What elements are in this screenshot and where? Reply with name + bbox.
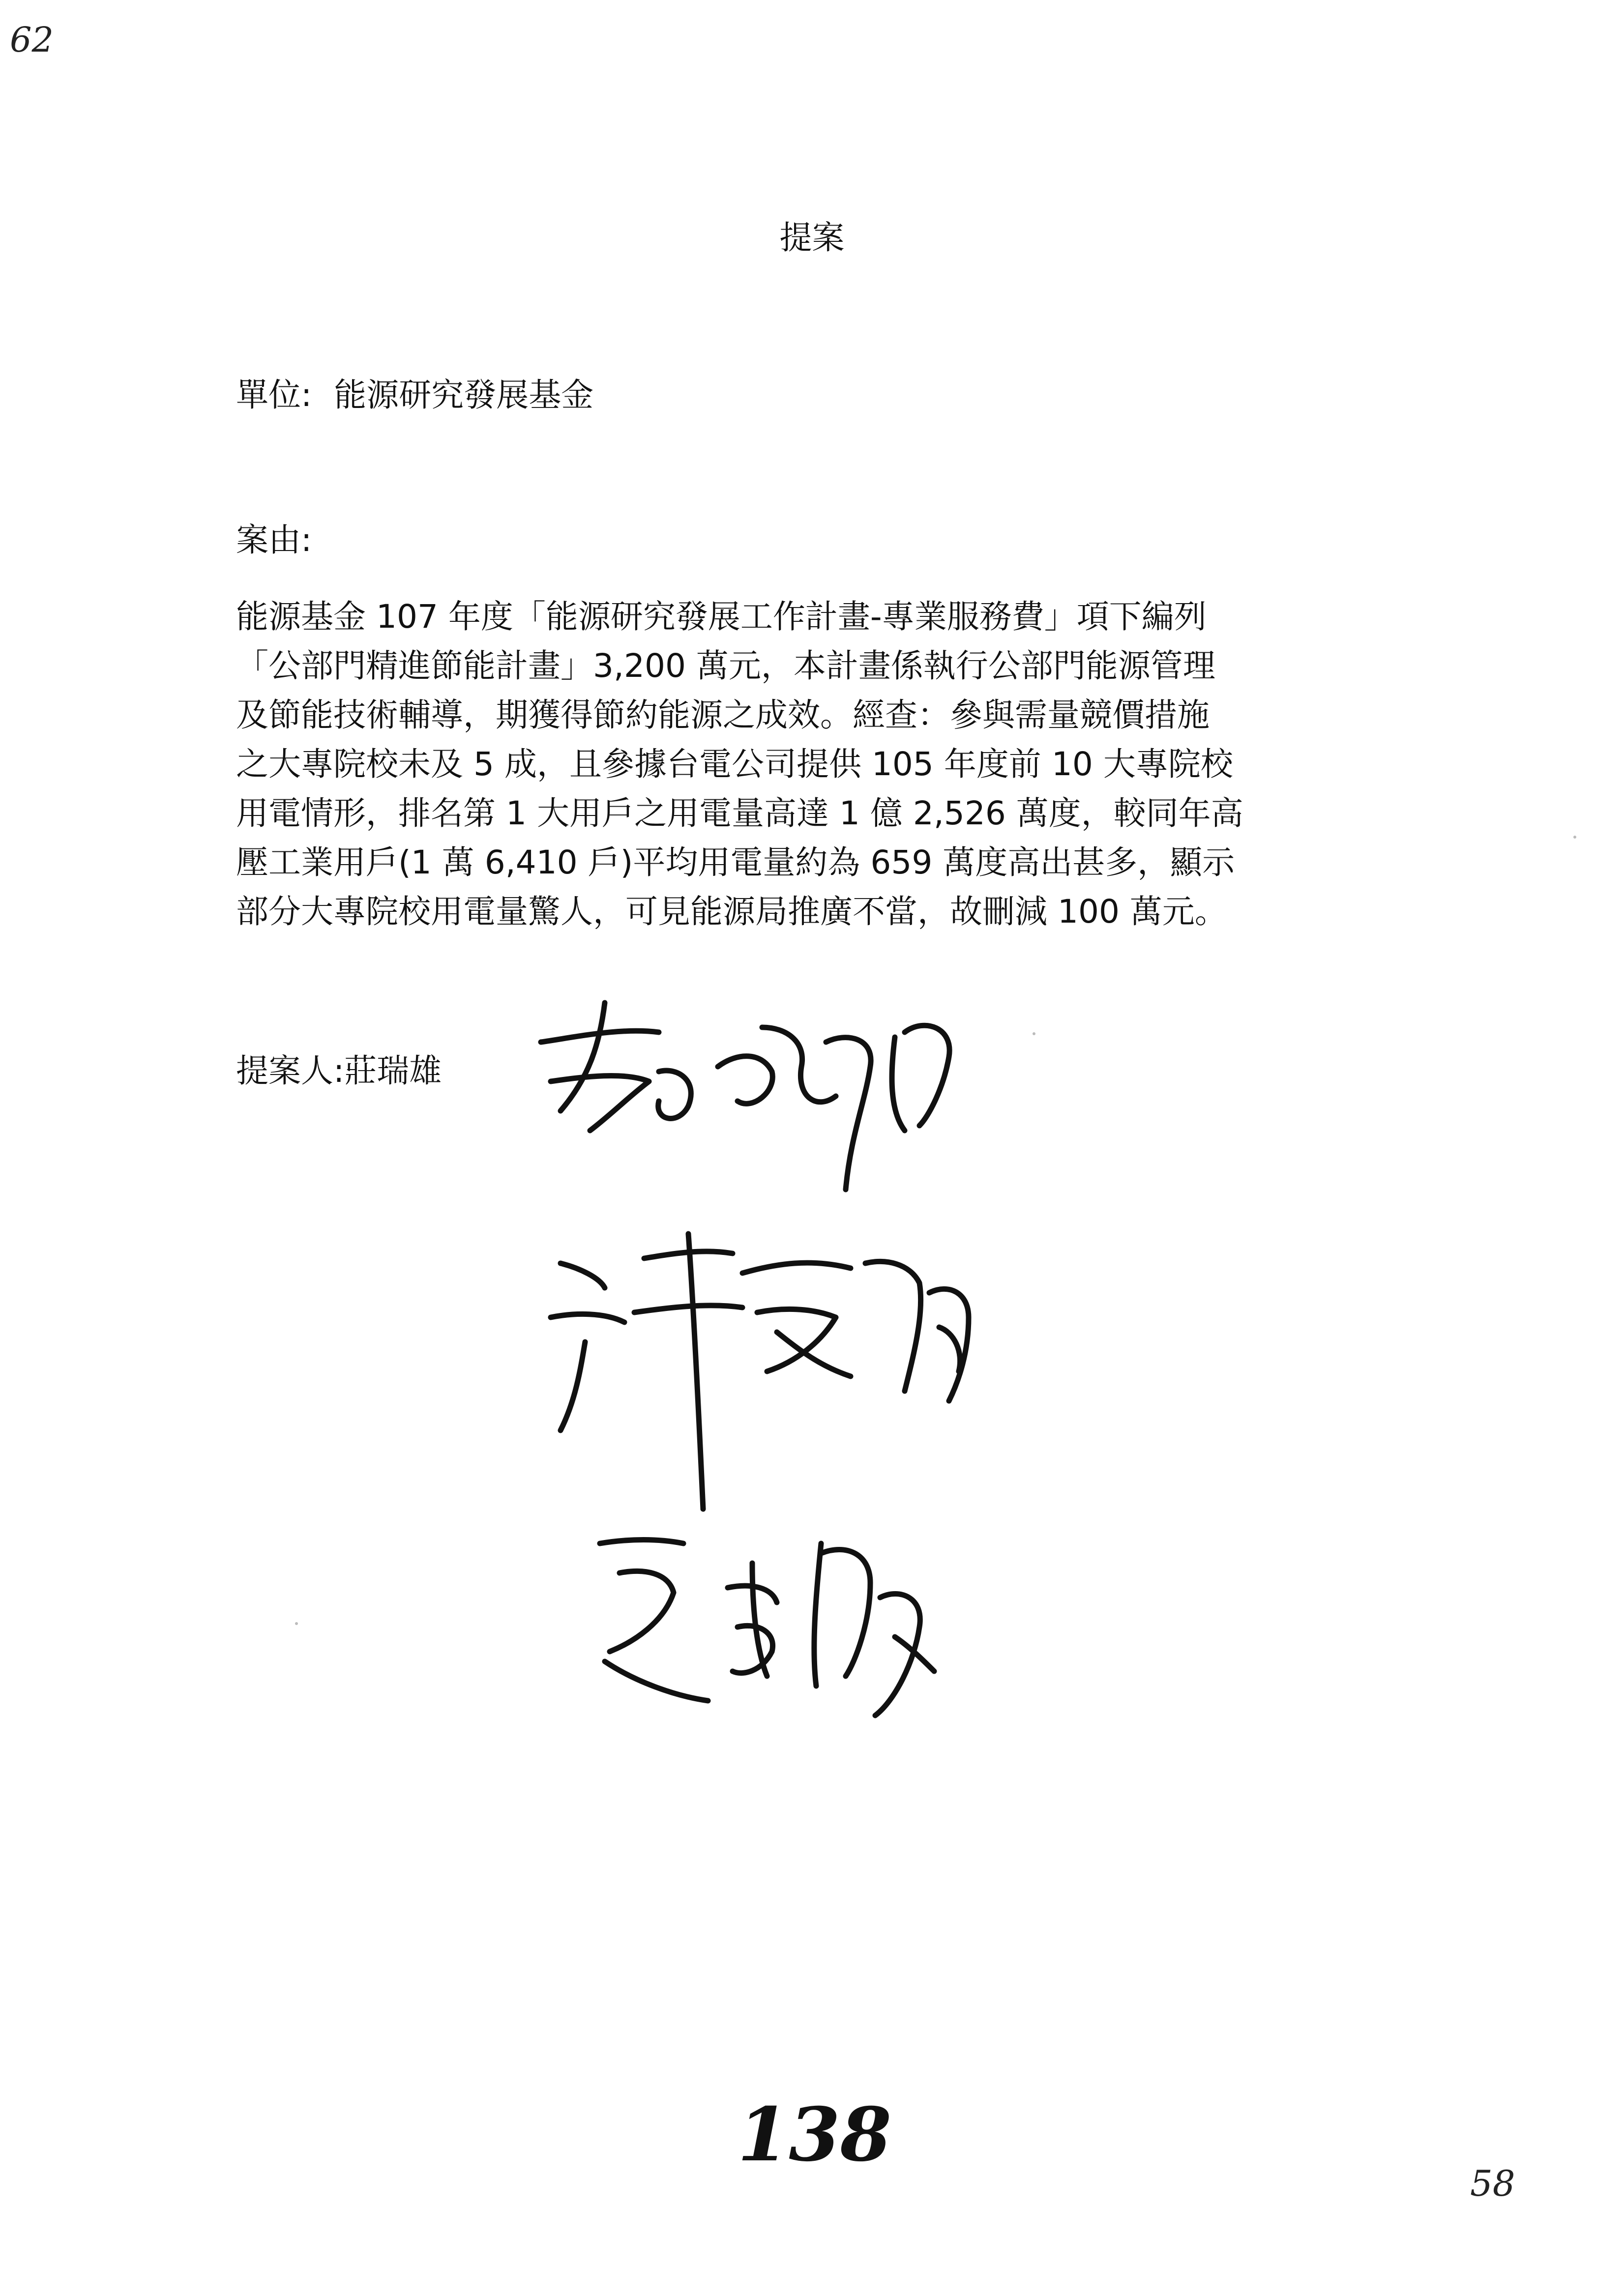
unit-label: 單位:: [236, 376, 312, 414]
scan-speck: [1033, 1032, 1035, 1035]
proposer-name: 莊瑞雄: [344, 1052, 442, 1090]
page-title: 提案: [779, 219, 845, 257]
body-line: 能源基金 107 年度「能源研究發展工作計畫-專業服務費」項下編列: [236, 598, 1207, 636]
body-line: 之大專院校未及 5 成，且參據台電公司提供 105 年度前 10 大專院校: [236, 745, 1233, 783]
page-number: 138: [738, 2092, 892, 2178]
body-line: 部分大專院校用電量驚人，可見能源局推廣不當，故刪減 100 萬元。: [236, 893, 1227, 930]
handwritten-signature-1: [531, 998, 998, 1204]
handwritten-signature-3: [590, 1514, 944, 1730]
body-line: 壓工業用戶(1 萬 6,410 戶)平均用電量約為 659 萬度高出甚多，顯示: [236, 843, 1235, 881]
body-line: 用電情形，排名第 1 大用戶之用電量高達 1 億 2,526 萬度，較同年高: [236, 794, 1243, 832]
reason-body: [236, 592, 1416, 936]
body-line: 及節能技術輔導，期獲得節約能源之成效。經查：參與需量競價措施: [236, 696, 1210, 734]
body-line: 「公部門精進節能計畫」3,200 萬元，本計畫係執行公部門能源管理: [236, 647, 1215, 685]
page-number-small: 58: [1470, 2163, 1515, 2204]
handwritten-signature-2: [546, 1204, 1013, 1524]
unit-value: 能源研究發展基金: [334, 376, 594, 414]
unit-row: [236, 369, 593, 415]
proposer-label: 提案人:: [236, 1052, 345, 1090]
scan-speck: [295, 1622, 298, 1625]
proposer-row: [236, 1045, 442, 1091]
corner-handwritten-note: 62: [10, 20, 54, 60]
scan-speck: [1573, 836, 1576, 839]
reason-label: 案由:: [236, 521, 312, 559]
